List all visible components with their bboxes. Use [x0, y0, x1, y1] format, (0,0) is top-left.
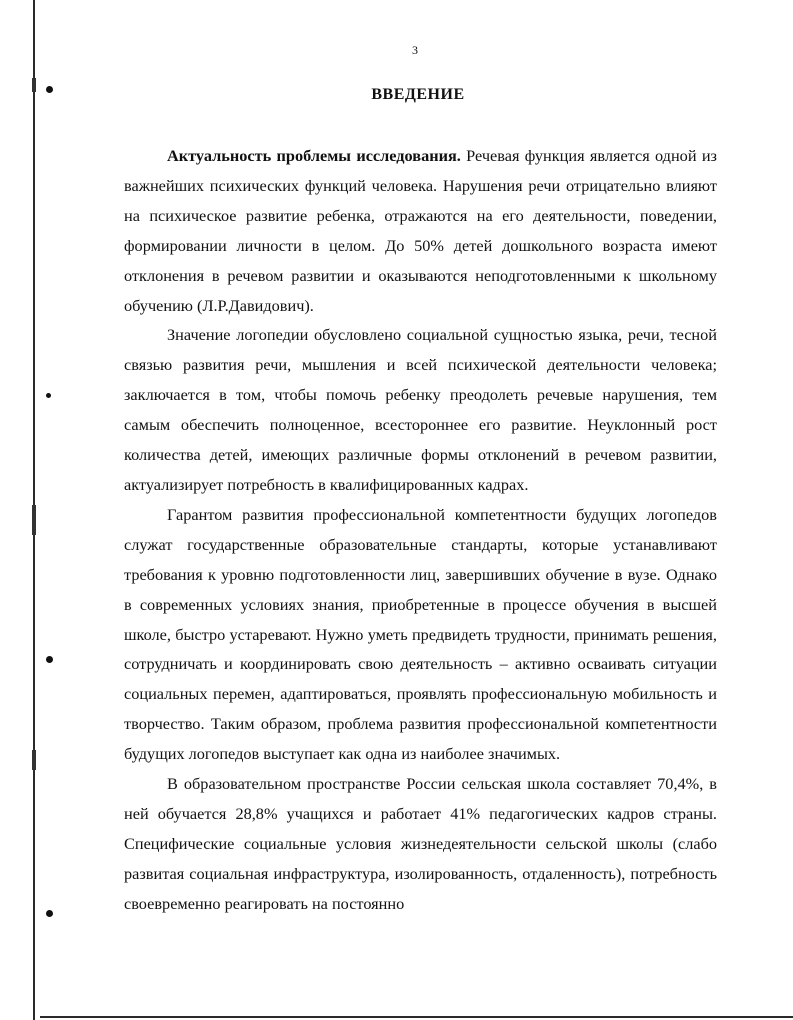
paragraph: Значение логопедии обусловлено социальной сущностью языка, речи, тесной связью развития речи, мышления и всей психической деятельности человека; заключается в том, чтобы помочь ребенку преодолеть речевые нарушения, тем самым обеспечить полноценное, всестороннее его развитие. Неуклонный рост количества детей, имеющих различные формы отклонений в речевом развитии, актуализирует потребность в квалифицированных кадрах. — [124, 325, 717, 494]
binder-hole-mark — [46, 393, 51, 398]
paragraph — [124, 141, 717, 320]
binder-hole-mark — [46, 656, 53, 663]
body-text — [124, 141, 717, 919]
scan-tick-mark — [32, 505, 36, 535]
paragraph-text: Речевая функция является одной из важнейших психических функций человека. Нарушения речи отрицательно влияют на психическое развитие ребенка, отражаются на его деятельности, поведении, формировании личности в целом. До 50% детей дошкольного возраста имеют отклонения в речевом развитии и оказываются неподготовленными к школьному обучению (Л.Р.Давидович). — [124, 146, 717, 315]
section-heading: ВВЕДЕНИЕ — [371, 86, 465, 103]
scan-edge-bottom — [40, 1016, 793, 1018]
binder-hole-mark — [46, 910, 53, 917]
paragraph: Гарантом развития профессиональной компетентности будущих логопедов служат государственные образовательные стандарты, которые устанавливают требования к уровню подготовленности лиц, завершивших обучение в вузе. Однако в современных условиях знания, приобретенные в процессе обучения в высшей школе, быстро устаревают. Нужно уметь предвидеть трудности, принимать решения, сотрудничать и координировать свою деятельность – активно осваивать ситуации социальных перемен, адаптироваться, проявлять профессиональную мобильность и творчество. Таким образом, проблема развития профессиональной компетентности будущих логопедов выступает как одна из наиболее значимых. — [124, 504, 717, 764]
scan-tick-mark — [32, 750, 36, 770]
paragraph: В образовательном пространстве России сельская школа составляет 70,4%, в ней обучается 28,8% учащихся и работает 41% педагогических кадров страны. Специфические социальные условия жизнедеятельности сельской школы (слабо развитая социальная инфраструктура, изолированность, отдаленность), потребность своевременно реагировать на постоянно — [124, 774, 717, 913]
page-number: 3 — [412, 43, 418, 57]
paragraph-lead: Актуальность проблемы исследования. — [167, 146, 461, 165]
